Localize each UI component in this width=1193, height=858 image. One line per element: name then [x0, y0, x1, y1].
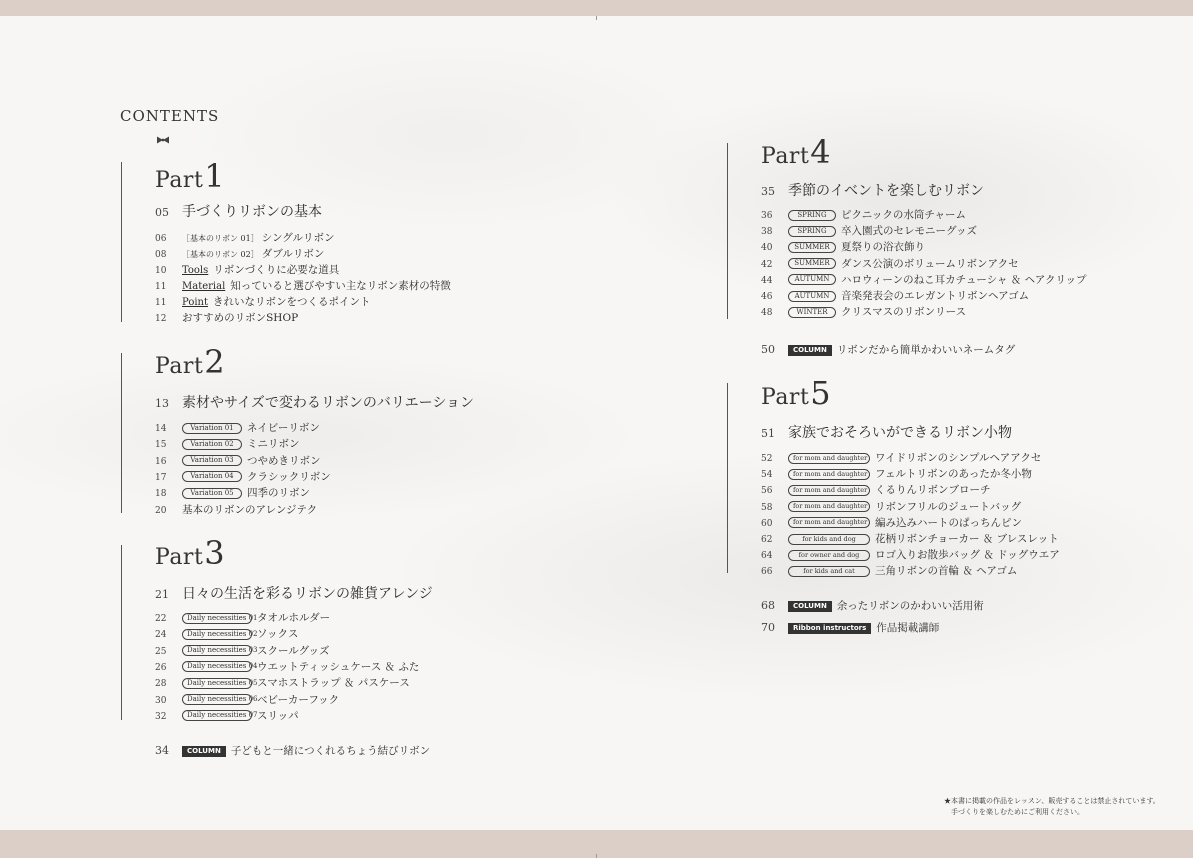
entry-title: つやめきリボン [247, 454, 321, 467]
toc-entry[interactable] [761, 531, 1059, 547]
part-word: Part [761, 144, 810, 169]
center-fold-mark [596, 16, 597, 20]
toc-entry[interactable] [761, 223, 977, 239]
column-title: 子どもと一緒につくれるちょう結びリボン [230, 745, 431, 757]
heading-text: 季節のイベントを楽しむリボン [788, 183, 984, 199]
entry-page-number: 64 [761, 551, 773, 562]
entry-title: タオルホルダー [257, 612, 331, 624]
entry-title: 編み込みハートのぱっちんピン [875, 516, 1022, 529]
toc-entry[interactable] [761, 499, 1021, 515]
entry-category-label: Variation 04 [182, 471, 242, 482]
entry-page-number: 18 [155, 489, 167, 500]
part-5-title [761, 374, 831, 412]
column-page-number: 50 [761, 343, 775, 356]
heading-page-number: 05 [155, 206, 169, 219]
toc-entry[interactable] [155, 420, 320, 436]
part-number: 4 [810, 133, 831, 171]
entry-page-number: 32 [155, 711, 167, 722]
entry-page-number: 24 [155, 630, 167, 641]
toc-entry[interactable] [761, 256, 1019, 272]
toc-entry[interactable] [155, 675, 410, 691]
toc-entry[interactable] [155, 262, 339, 278]
entry-category-label: ［基本のリボン 02］ [182, 250, 259, 259]
entry-page-number: 36 [761, 211, 773, 221]
part-number: 3 [204, 534, 225, 572]
entry-category-label: Variation 05 [182, 488, 242, 499]
toc-entry[interactable] [761, 563, 1017, 579]
entry-category-label: SPRING [788, 210, 836, 221]
entry-title: ベビーカーフック [257, 693, 340, 706]
entry-category-label: Daily necessities 01 [182, 613, 252, 624]
heading-page-number: 21 [155, 588, 169, 601]
toc-entry[interactable] [761, 239, 925, 255]
entry-page-number: 10 [155, 266, 167, 276]
part-3-heading[interactable] [155, 583, 433, 603]
entry-title: ネイビーリボン [247, 422, 320, 434]
entry-page-number: 54 [761, 470, 773, 481]
entry-page-number: 30 [155, 695, 167, 706]
entry-category-label: Variation 01 [182, 423, 242, 434]
toc-entry[interactable] [761, 450, 1041, 466]
entry-category-label: for mom and daughter [788, 501, 870, 512]
part-number: 1 [204, 157, 225, 195]
entry-title: スクールグッズ [257, 644, 330, 657]
toc-entry[interactable] [155, 610, 330, 626]
instructors-entry[interactable] [761, 620, 939, 636]
entry-category-label: Daily necessities 05 [182, 678, 252, 689]
entry-page-number: 46 [761, 292, 773, 302]
entry-page-number: 44 [761, 275, 773, 286]
entry-title: スリッパ [257, 709, 299, 722]
column-tag: COLUMN [788, 601, 832, 612]
entry-title: くるりんリボンブローチ [875, 484, 991, 497]
part-4-rule [727, 143, 728, 319]
entry-title: ダンス公演のボリュームリボンアクセ [841, 257, 1019, 270]
toc-entry[interactable] [155, 230, 334, 246]
heading-page-number: 13 [155, 397, 169, 410]
part-1-rule [121, 162, 122, 322]
part-3-title [155, 534, 225, 572]
entry-page-number: 48 [761, 308, 773, 319]
entry-category-label: for mom and daughter [788, 453, 870, 464]
part-4-heading[interactable] [761, 180, 984, 200]
entry-page-number: 56 [761, 486, 773, 497]
part-1-title [155, 157, 225, 195]
entry-page-number: 08 [155, 250, 167, 260]
heading-page-number: 51 [761, 427, 775, 440]
heading-text: 日々の生活を彩るリボンの雑貨アレンジ [182, 586, 433, 602]
entry-title: リボンづくりに必要な道具 [213, 264, 340, 276]
heading-page-number: 35 [761, 185, 775, 198]
toc-entry[interactable] [761, 288, 1029, 304]
entry-category-label: for owner and dog [788, 550, 870, 561]
toc-entry[interactable] [761, 547, 1060, 563]
entry-page-number: 40 [761, 243, 773, 254]
entry-page-number: 38 [761, 227, 773, 238]
entry-title: おすすめのリボンSHOP [182, 312, 299, 324]
ribbon-bow-icon [156, 136, 170, 144]
toc-entry[interactable] [155, 659, 419, 675]
toc-entry[interactable] [155, 453, 321, 469]
entry-title: ミニリボン [247, 438, 300, 451]
column-title: リボンだから簡単かわいいネームタグ [836, 344, 1016, 356]
column-page-number: 68 [761, 599, 775, 612]
entry-category-label: for kids and dog [788, 534, 870, 545]
part-word: Part [155, 354, 204, 379]
part-2-rule [121, 353, 122, 513]
entry-page-number: 14 [155, 424, 167, 434]
entry-category-label: AUTUMN [788, 291, 836, 302]
entry-page-number: 25 [155, 646, 167, 657]
entry-title: 三角リボンの首輪 ＆ ヘアゴム [875, 565, 1018, 578]
entry-page-number: 60 [761, 518, 773, 529]
entry-page-number: 66 [761, 567, 773, 578]
footnote-line-1: ★本書に掲載の作品をレッスン、販売することは禁止されています。 [944, 797, 1160, 805]
toc-entry[interactable] [155, 436, 300, 452]
entry-title: ロゴ入りお散歩バッグ ＆ ドッグウエア [875, 549, 1060, 562]
toc-entry[interactable] [155, 310, 298, 326]
contents-title: CONTENTS [120, 107, 220, 125]
entry-title: ウエットティッシュケース ＆ ふた [257, 660, 420, 673]
entry-page-number: 11 [155, 282, 167, 292]
toc-entry[interactable] [155, 643, 330, 659]
entry-category-label: Material [182, 281, 226, 292]
entry-title: ハロウィーンのねこ耳カチューシャ ＆ ヘアクリップ [841, 273, 1087, 286]
entry-page-number: 22 [155, 614, 167, 624]
center-fold-mark-bottom [596, 854, 597, 858]
heading-text: 家族でおそろいができるリボン小物 [788, 425, 1012, 441]
part-word: Part [761, 385, 810, 410]
part-1-heading[interactable] [155, 201, 322, 221]
part-word: Part [155, 545, 204, 570]
toc-entry[interactable] [761, 207, 966, 223]
entry-category-label: ［基本のリボン 01］ [182, 234, 259, 243]
entry-page-number: 42 [761, 259, 773, 270]
entry-category-label: Daily necessities 04 [182, 661, 252, 672]
entry-page-number: 15 [155, 440, 167, 451]
entry-page-number: 28 [155, 679, 167, 690]
entry-category-label: AUTUMN [788, 274, 836, 285]
entry-page-number: 12 [155, 314, 167, 324]
toc-entry[interactable] [155, 485, 310, 501]
entry-title: ピクニックの水筒チャーム [841, 209, 967, 221]
entry-title: クラシックリボン [247, 470, 331, 483]
entry-category-label: Variation 03 [182, 455, 242, 466]
toc-entry[interactable] [155, 708, 299, 724]
toc-entry[interactable] [155, 278, 451, 294]
entry-category-label: Tools [182, 265, 209, 276]
column-title: 余ったリボンのかわいい活用術 [836, 600, 984, 612]
part-word: Part [155, 168, 204, 193]
entry-title: ダブルリボン [261, 248, 325, 260]
entry-title: 夏祭りの浴衣飾り [841, 241, 925, 254]
toc-entry[interactable] [761, 272, 1087, 288]
entry-title: ワイドリボンのシンプルヘアアクセ [875, 452, 1042, 464]
toc-entry[interactable] [761, 515, 1022, 531]
toc-entry[interactable] [155, 692, 339, 708]
part-4-title [761, 133, 831, 171]
entry-page-number: 16 [155, 456, 167, 467]
entry-page-number: 26 [155, 662, 167, 673]
entry-category-label: Daily necessities 06 [182, 694, 252, 705]
entry-title: 知っていると選びやすい主なリボン素材の特徴 [230, 280, 451, 292]
entry-page-number: 20 [155, 505, 167, 516]
part-5-rule [727, 383, 728, 573]
toc-entry[interactable] [761, 466, 1032, 482]
entry-page-number: 62 [761, 535, 773, 545]
entry-page-number: 17 [155, 472, 167, 483]
entry-title: シングルリボン [261, 232, 335, 244]
instructors-page-number: 70 [761, 621, 775, 634]
entry-category-label: Point [182, 297, 209, 308]
page [0, 16, 1193, 830]
part-number: 5 [810, 374, 831, 412]
entry-category-label: for mom and daughter [788, 485, 870, 496]
entry-category-label: Daily necessities 02 [182, 629, 252, 640]
part-5-heading[interactable] [761, 422, 1012, 442]
entry-category-label: SPRING [788, 226, 836, 237]
entry-category-label: Daily necessities 03 [182, 645, 252, 656]
heading-text: 素材やサイズで変わるリボンのバリエーション [182, 395, 475, 411]
column-entry[interactable] [761, 342, 1015, 358]
column-entry[interactable] [155, 743, 430, 759]
entry-category-label: Variation 02 [182, 439, 242, 450]
footnote [944, 796, 1160, 818]
entry-title: リボンフリルのジュートバッグ [875, 500, 1022, 513]
entry-page-number: 58 [761, 502, 773, 513]
entry-category-label: SUMMER [788, 258, 836, 269]
column-page-number: 34 [155, 744, 169, 757]
entry-category-label: for mom and daughter [788, 517, 870, 528]
entry-title: スマホストラップ ＆ パスケース [257, 677, 410, 690]
part-3-rule [121, 545, 122, 720]
entry-category-label: SUMMER [788, 242, 836, 253]
entry-page-number: 52 [761, 454, 773, 464]
entry-title: 四季のリボン [247, 487, 310, 500]
toc-entry[interactable] [155, 246, 324, 262]
toc-entry[interactable] [155, 469, 331, 485]
entry-page-number: 11 [155, 298, 167, 308]
entry-title: フェルトリボンのあったか冬小物 [875, 468, 1032, 481]
toc-entry[interactable] [761, 482, 991, 498]
column-tag: COLUMN [182, 746, 226, 757]
column-tag: COLUMN [788, 345, 832, 356]
entry-title: 花柄リボンチョーカー ＆ ブレスレット [875, 533, 1059, 545]
heading-text: 手づくりリボンの基本 [182, 204, 322, 220]
instructors-tag: Ribbon instructors [788, 623, 871, 634]
entry-title: 基本のリボンのアレンジテク [182, 503, 318, 516]
part-2-heading[interactable] [155, 392, 474, 412]
part-2-title [155, 343, 225, 381]
entry-category-label: Daily necessities 07 [182, 710, 252, 721]
entry-category-label: for mom and daughter [788, 469, 870, 480]
entry-title: クリスマスのリボンリース [841, 306, 967, 319]
instructors-title: 作品掲載講師 [876, 622, 940, 634]
footnote-line-2: 手づくりを楽しむためにご利用ください。 [951, 808, 1084, 816]
entry-title: きれいなリボンをつくるポイント [213, 296, 371, 308]
entry-title: 卒入園式のセレモニーグッズ [841, 225, 977, 238]
entry-category-label: for kids and cat [788, 566, 870, 577]
toc-entry[interactable] [761, 304, 966, 320]
entry-page-number: 06 [155, 234, 167, 244]
part-number: 2 [204, 343, 225, 381]
entry-category-label: WINTER [788, 307, 836, 318]
toc-entry[interactable] [155, 626, 298, 642]
entry-title: 音楽発表会のエレガントリボンヘアゴム [841, 290, 1030, 302]
toc-entry[interactable] [155, 294, 371, 310]
toc-entry[interactable] [155, 502, 317, 518]
column-entry[interactable] [761, 598, 984, 614]
entry-title: ソックス [257, 628, 299, 641]
